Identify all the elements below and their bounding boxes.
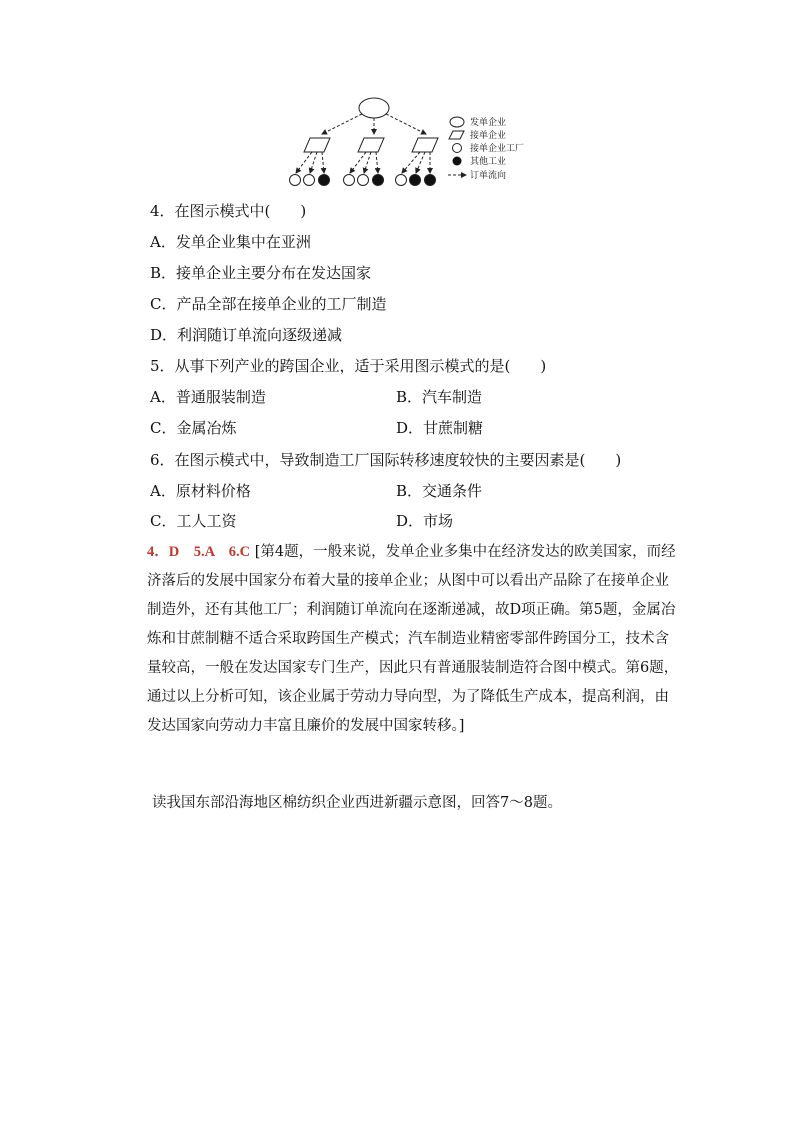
question-5-option-d: D．甘蔗制糖 xyxy=(396,419,484,437)
other-industry-node xyxy=(319,175,330,186)
question-5-option-c: C．金属冶炼 xyxy=(150,419,237,437)
contractor-factory-node xyxy=(344,175,355,186)
filled-circle-icon xyxy=(453,157,462,166)
question-5-stem: 5．从事下列产业的跨国企业，适于采用图示模式的是( ) xyxy=(150,357,547,375)
question-4-option-c: C．产品全部在接单企业的工厂制造 xyxy=(150,295,387,313)
question-4-stem: 4．在图示模式中( ) xyxy=(150,202,307,220)
question-6-stem: 6．在图示模式中，导致制造工厂国际转移速度较快的主要因素是( ) xyxy=(150,451,622,469)
contractor-factory-node xyxy=(290,175,301,186)
answer-explanation xyxy=(147,538,679,741)
contractor-factory-node xyxy=(396,175,407,186)
next-questions-intro: 读我国东部沿海地区棉纺织企业西进新疆示意图，回答7～8题。 xyxy=(152,795,562,811)
question-6-option-d: D．市场 xyxy=(396,512,454,530)
diagram-legend xyxy=(448,116,524,181)
order-flow-diagram xyxy=(284,94,544,190)
issuing-enterprise-node xyxy=(359,98,389,118)
legend-label: 接单企业工厂 xyxy=(470,144,525,154)
question-4-option-d: D．利润随订单流向逐级递减 xyxy=(150,326,343,344)
legend-label: 接单企业 xyxy=(470,131,507,141)
question-5-option-a: A．普通服装制造 xyxy=(150,388,266,406)
question-6-option-b: B．交通条件 xyxy=(396,482,483,500)
legend-label: 订单流向 xyxy=(470,171,507,181)
question-6-option-c: C．工人工资 xyxy=(150,512,237,530)
contractor-node-3 xyxy=(412,138,438,152)
legend-label: 其他工业 xyxy=(470,157,507,167)
ellipse-icon xyxy=(450,117,464,127)
other-industry-node xyxy=(373,175,384,186)
contractor-factory-node xyxy=(358,175,369,186)
open-circle-icon xyxy=(453,144,462,153)
question-6-option-a: A．原材料价格 xyxy=(150,482,251,500)
contractor-factory-node xyxy=(304,175,315,186)
answer-text: [第4题，一般来说，发单企业多集中在经济发达的欧美国家，而经济落后的发展中国家分布着大量的接单企业；从图中可以看出产品除了在接单企业制造外，还有其他工厂；利润随订单流向在逐渐递减，故D项正确。第5题，金属冶炼和甘蔗制糖不适合采取跨国生产模式；汽车制造业精密零部件跨国分工，技术含量较高，一般在发达国家专门生产，因此只有普通服装制造符合图中模式。第6题，通过以上分析可知，该企业属于劳动力导向型，为了降低生产成本，提高利润，由发达国家向劳动力丰富且廉价的发展中国家转移。] xyxy=(147,544,679,734)
question-5-option-b: B．汽车制造 xyxy=(396,388,483,406)
other-industry-node xyxy=(410,175,421,186)
answer-key: 4．D 5.A 6.C xyxy=(147,544,251,560)
parallelogram-icon xyxy=(449,131,464,139)
other-industry-node xyxy=(425,175,436,186)
legend-label: 发单企业 xyxy=(470,118,507,128)
question-4-option-a: A．发单企业集中在亚洲 xyxy=(150,233,311,251)
contractor-node-1 xyxy=(304,138,330,152)
contractor-node-2 xyxy=(358,138,384,152)
question-4-option-b: B．接单企业主要分布在发达国家 xyxy=(150,264,372,282)
